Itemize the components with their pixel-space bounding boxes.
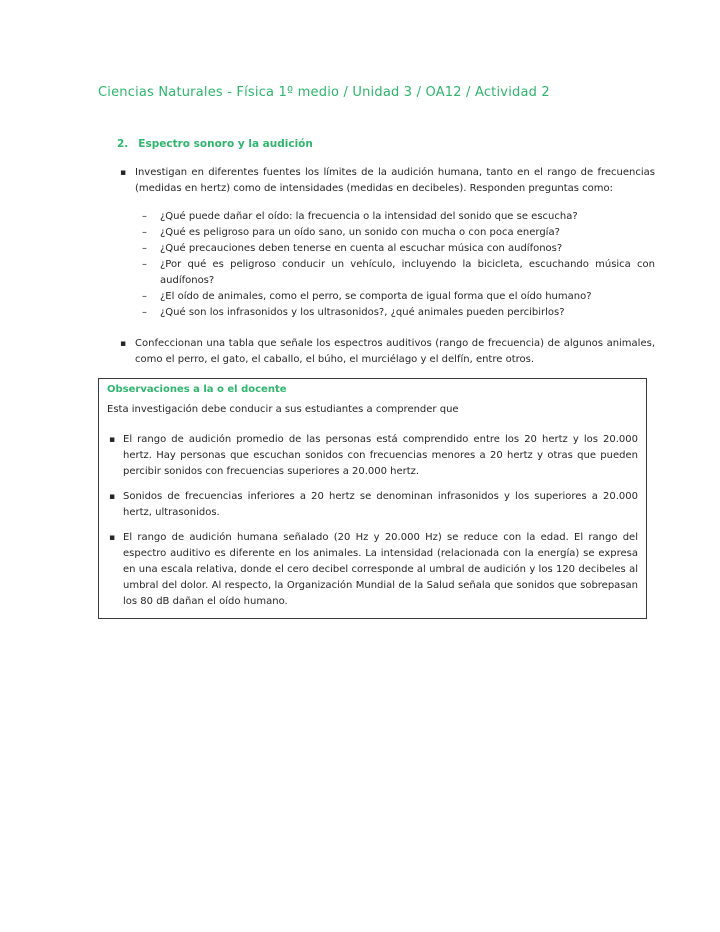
note-item: ▪ El rango de audición humana señalado (20 Hz y 20.000 Hz) se reduce con la edad. El rango del espectro auditivo es diferente en los animales. La intensidad (relacionada con la energía) se expresa en una escala relativa, donde el cero decibel corresponde al umbral de audición y los 120 decibeles al umbral del dolor. Al respecto, la Organización Mundial de la Salud señala que sonidos que sobrepasan los 80 dB dañan el oído humano. — [107, 530, 638, 610]
list-item-table-task: ▪ Confeccionan una tabla que señale los espectros auditivos (rango de frecuencia) de algunos animales, como el perro, el gato, el caballo, el búho, el murciélago y el delfín, entre otros. — [98, 336, 655, 368]
teacher-notes-box — [98, 378, 647, 619]
teacher-notes-intro: Esta investigación debe conducir a sus estudiantes a comprender que — [107, 404, 459, 415]
question-item: – ¿Qué precauciones deben tenerse en cuenta al escuchar música con audífonos? — [98, 241, 655, 257]
list-item-investigate: ▪ Investigan en diferentes fuentes los límites de la audición humana, tanto en el rango de frecuencias (medidas en hertz) como de intensidades (medidas en decibeles). Responden preguntas como: — [98, 165, 655, 197]
question-item: – ¿Qué son los infrasonidos y los ultrasonidos?, ¿qué animales pueden percibirlos? — [98, 305, 655, 321]
page-title: Ciencias Naturales - Física 1º medio / Unidad 3 / OA12 / Actividad 2 — [98, 85, 550, 100]
note-item: ▪ El rango de audición promedio de las personas está comprendido entre los 20 hertz y los 20.000 hertz. Hay personas que escuchan sonidos con frecuencias menores a 20 hertz y otras que pueden percibir sonidos con frecuencias superiores a 20.000 hertz. — [107, 432, 638, 480]
note-item: ▪ Sonidos de frecuencias inferiores a 20 hertz se denominan infrasonidos y los superiores a 20.000 hertz, ultrasonidos. — [107, 489, 638, 521]
question-item: – ¿El oído de animales, como el perro, se comporta de igual forma que el oído humano? — [98, 289, 655, 305]
teacher-notes-list — [107, 432, 638, 610]
teacher-notes-title: Observaciones a la o el docente — [107, 384, 287, 395]
question-item: – ¿Por qué es peligroso conducir un vehículo, incluyendo la bicicleta, escuchando música con audífonos? — [98, 257, 655, 289]
question-list — [98, 209, 655, 321]
section-heading — [117, 138, 655, 150]
question-item: – ¿Qué puede dañar el oído: la frecuencia o la intensidad del sonido que se escucha? — [98, 209, 655, 225]
section-number: 2. — [117, 138, 129, 150]
section-title: Espectro sonoro y la audición — [138, 138, 313, 150]
question-item: – ¿Qué es peligroso para un oído sano, un sonido con mucha o con poca energía? — [98, 225, 655, 241]
document-content — [98, 85, 655, 619]
